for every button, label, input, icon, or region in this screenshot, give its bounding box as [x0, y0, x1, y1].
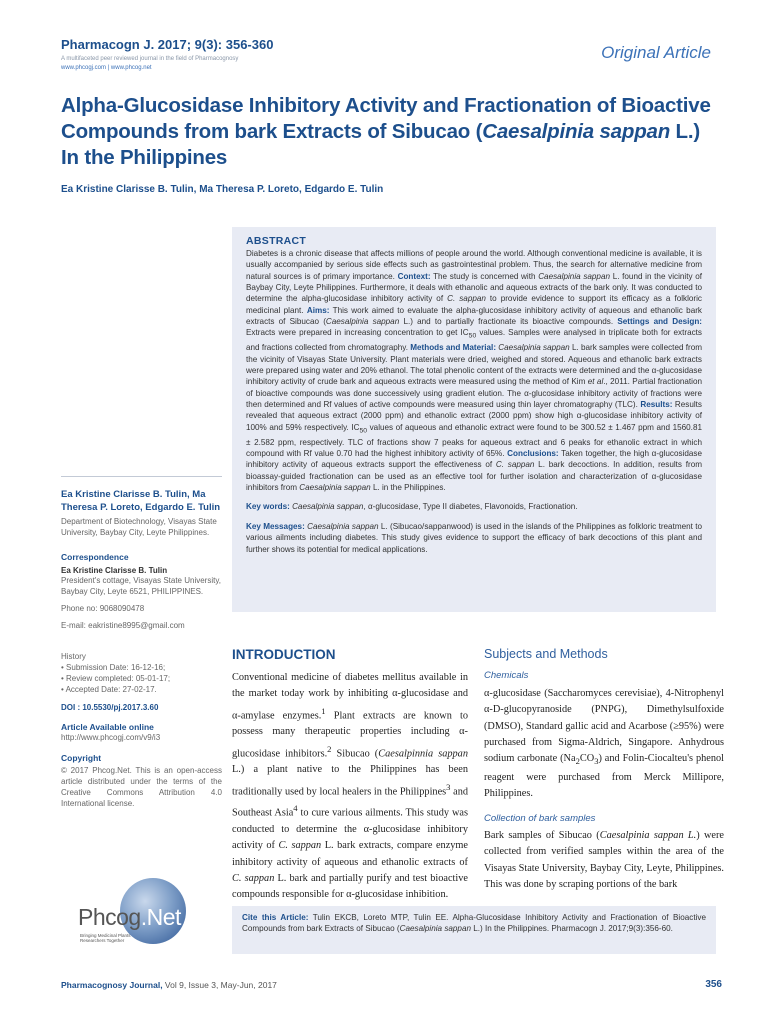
- online-heading: Article Available online: [61, 722, 154, 732]
- logo-tagline: Bringing Medicinal Plants Researchers Together: [80, 933, 131, 943]
- history-item: • Submission Date: 16-12-16;: [61, 662, 222, 673]
- page-footer: Pharmacognosy Journal, Vol 9, Issue 3, May-Jun, 2017: [61, 980, 277, 990]
- history-item: • Accepted Date: 27-02-17.: [61, 684, 222, 695]
- history-item: • Review completed: 05-01-17;: [61, 673, 222, 684]
- history-list: [61, 662, 222, 695]
- article-type: Original Article: [601, 43, 711, 62]
- methods-heading: Subjects and Methods: [484, 647, 608, 661]
- journal-subtitle: A multifaceted peer reviewed journal in the field of Pharmacognosy: [61, 56, 239, 62]
- collection-text: Bark samples of Sibucao (Caesalpinia sappan L.) were collected from verified samples within the area of the Visayas State University, Baybay City, Leyte, Philippines. This was done by scraping portions of the bark: [484, 830, 725, 890]
- introduction-heading: INTRODUCTION: [232, 647, 336, 662]
- copyright-text: © 2017 Phcog.Net. This is an open-access article distributed under the terms of the Creative Commons Attribution 4.0 International license.: [61, 766, 222, 808]
- correspondence-address: President's cottage, Visayas State University, Baybay City, Leyte 6521, PHILIPPINES.: [61, 576, 221, 596]
- correspondence-name: Ea Kristine Clarisse B. Tulin: [61, 566, 168, 575]
- citation-box: Cite this Article: Tulin EKCB, Loreto MTP, Tulin EE. Alpha-Glucosidase Inhibitory Activity and Fractionation of Bioactive Compounds from bark Extracts of Sibucao (Caesalpinia sappan L.) In the Philippines. Pharmacogn J. 2017;9(3):356-60.: [232, 906, 716, 954]
- logo-wordmark: Phcog.Net: [78, 904, 181, 930]
- page-number: 356: [705, 979, 722, 990]
- phcog-net-logo: [72, 876, 222, 948]
- author-list: Ea Kristine Clarisse B. Tulin, Ma Theresa P. Loreto, Edgardo E. Tulin: [61, 184, 384, 195]
- introduction-text: Conventional medicine of diabetes mellitus available in the market today work by inhibiting α-glucosidase and α-amylase enzymes.$^1$ Plant extracts are known to possess many therapeutic properties including α-glucosidase inhibitors.$^2$ Sibucao (Caesalpinnia sappan L.) a plant native to the Philippines has been traditionally used by local healers in the Philippines$^3$ and Southeast Asia$^4$ to cure various ailments. This study was conducted to determine the α-glucosidase inhibitory activity of C. sappan L. bark extracts, compare enzyme inhibitory activity of aqueous and ethanolic extracts of C. sappan L. bark and partially purify and test bioactive compounds responsible for α-glucosidase inhibition.: [232, 672, 469, 901]
- copyright-heading: Copyright: [61, 753, 102, 763]
- article-title: Alpha-Glucosidase Inhibitory Activity and Fractionation of Bioactive Compounds from bark Extracts of Sibucao (Caesalpinia sappan L.) In the Philippines: [61, 94, 711, 169]
- affiliation: Department of Biotechnology, Visayas State University, Baybay City, Leyte Philippines.: [61, 517, 217, 537]
- correspondence-heading: Correspondence: [61, 552, 129, 562]
- doi[interactable]: DOI : 10.5530/pj.2017.3.60: [61, 703, 159, 712]
- history-heading: History: [61, 652, 86, 661]
- keywords: Key words: Caesalpinia sappan, α-glucosidase, Type II diabetes, Flavonoids, Fractionation.: [246, 502, 578, 512]
- abstract-box: [232, 227, 716, 612]
- key-messages: Key Messages: Caesalpinia sappan L. (Sibucao/sappanwood) is used in the islands of the Philippines as folkloric treatment to various ailments including diabetes. This study gives evidence to support the efficacy of bark decoctions of this plant and further shows its potential for medical applications.: [246, 521, 702, 554]
- journal-header: Pharmacogn J. 2017; 9(3): 356-360: [61, 37, 274, 52]
- online-url[interactable]: http://www.phcogj.com/v9/i3: [61, 733, 161, 742]
- journal-links[interactable]: www.phcogj.com | www.phcog.net: [61, 65, 152, 71]
- collection-heading: Collection of bark samples: [484, 813, 596, 824]
- author-sidebar: [61, 476, 222, 809]
- chemicals-heading: Chemicals: [484, 670, 529, 681]
- sidebar-authors: Ea Kristine Clarisse B. Tulin, Ma Theresa P. Loreto, Edgardo E. Tulin: [61, 489, 221, 513]
- phone-number: Phone no: 9068090478: [61, 604, 145, 613]
- abstract-heading: ABSTRACT: [246, 235, 307, 247]
- chemicals-text: α-glucosidase (Saccharomyces cerevisiae), 4-Nitrophenyl α-D-glucopyranoside (PNPG), Dimethylsulfoxide (DMSO), Standard gallic acid and Acarbose (≥95%) were purchased from Sigma-Aldrich, Singapore. Anhydrous sodium carbonate $(Na_2CO_3)$ and Folin-Ciocalteu's phenol reagent were purchased from Merck Millipore, Philippines.: [484, 688, 724, 799]
- abstract-text: Diabetes is a chronic disease that affects millions of people around the world. Although conventional medicine is available, it is usually accompanied by serious side effects such as gastrointestinal problem. Thus, the search for alternative medicine from natural sources is of primary importance. Context: The study is concerned with Caesalpinia sappan L. found in the vicinity of Baybay City, Leyte Philippines. Furthermore, it deals with ethanolic and aqueous extracts of the bark only. It was conducted to determine the alpha-glucosidase inhibitory activity of C. sappan to provide evidence to support its efficacy as a folkloric medicinal plant. Aims: This work aimed to evaluate the alpha-glucosidase inhibitory activity of aqueous and ethanolic bark extracts of Sibucao (Caesalpinia sappan L.) and to partially fractionate its bioactive compounds. Settings and Design: Extracts were prepared in increasing concentration to get $IC_{50}$ values. Samples were analysed in triplicate both for extracts and fractions collected from chromatography. Methods and Material: Caesalpinia sappan L. bark samples were collected from the vicinity of Visayas State University. Plant materials were dried, weighed and stored. Aqueous and ethanolic bark extracts were prepared using water and 20% ethanol. The total phenolic content of the extracts were determined and the α-glucosidase inhibitory activity of crude bark and aqueous extracts were measured using the method of Kim et al., 2011. Partial fractionation of bioactive compounds was done successively using gradient elution. The α-glucosidase inhibitory activity of fractions were then determined and Rf values of active compounds were measured using thin layer chromatography (TLC). Results: Results revealed that aqueous extract (2000 ppm) and ethanolic extract (2000 ppm) show high α-glucosidase inhibitory activity of 100% and 59% respectively. $IC_{50}$ values of aqueous and ethanolic extract were found to be 300.52 ± 1.467 ppm and 1560.81 ± 2.582 ppm, respectively. TLC of fractions show 7 peaks for aqueous extract and 6 peaks for ethanolic extract in which compound with Rf value 0.70 had the highest inhibitory activity of 65%. Conclusions: Taken together, the high α-glucosidase inhibitory activity of aqueous extracts support the effectiveness of C. sappan L. bark decoctions. In addition, results from bioassay-guided fractionation can be used as an effective tool for further isolation and characterization of α-glucosidase inhibitors from Caesalpinia sappan L. in the Philippines.: [246, 249, 703, 493]
- email-address[interactable]: E-mail: eakristine8995@gmail.com: [61, 621, 185, 630]
